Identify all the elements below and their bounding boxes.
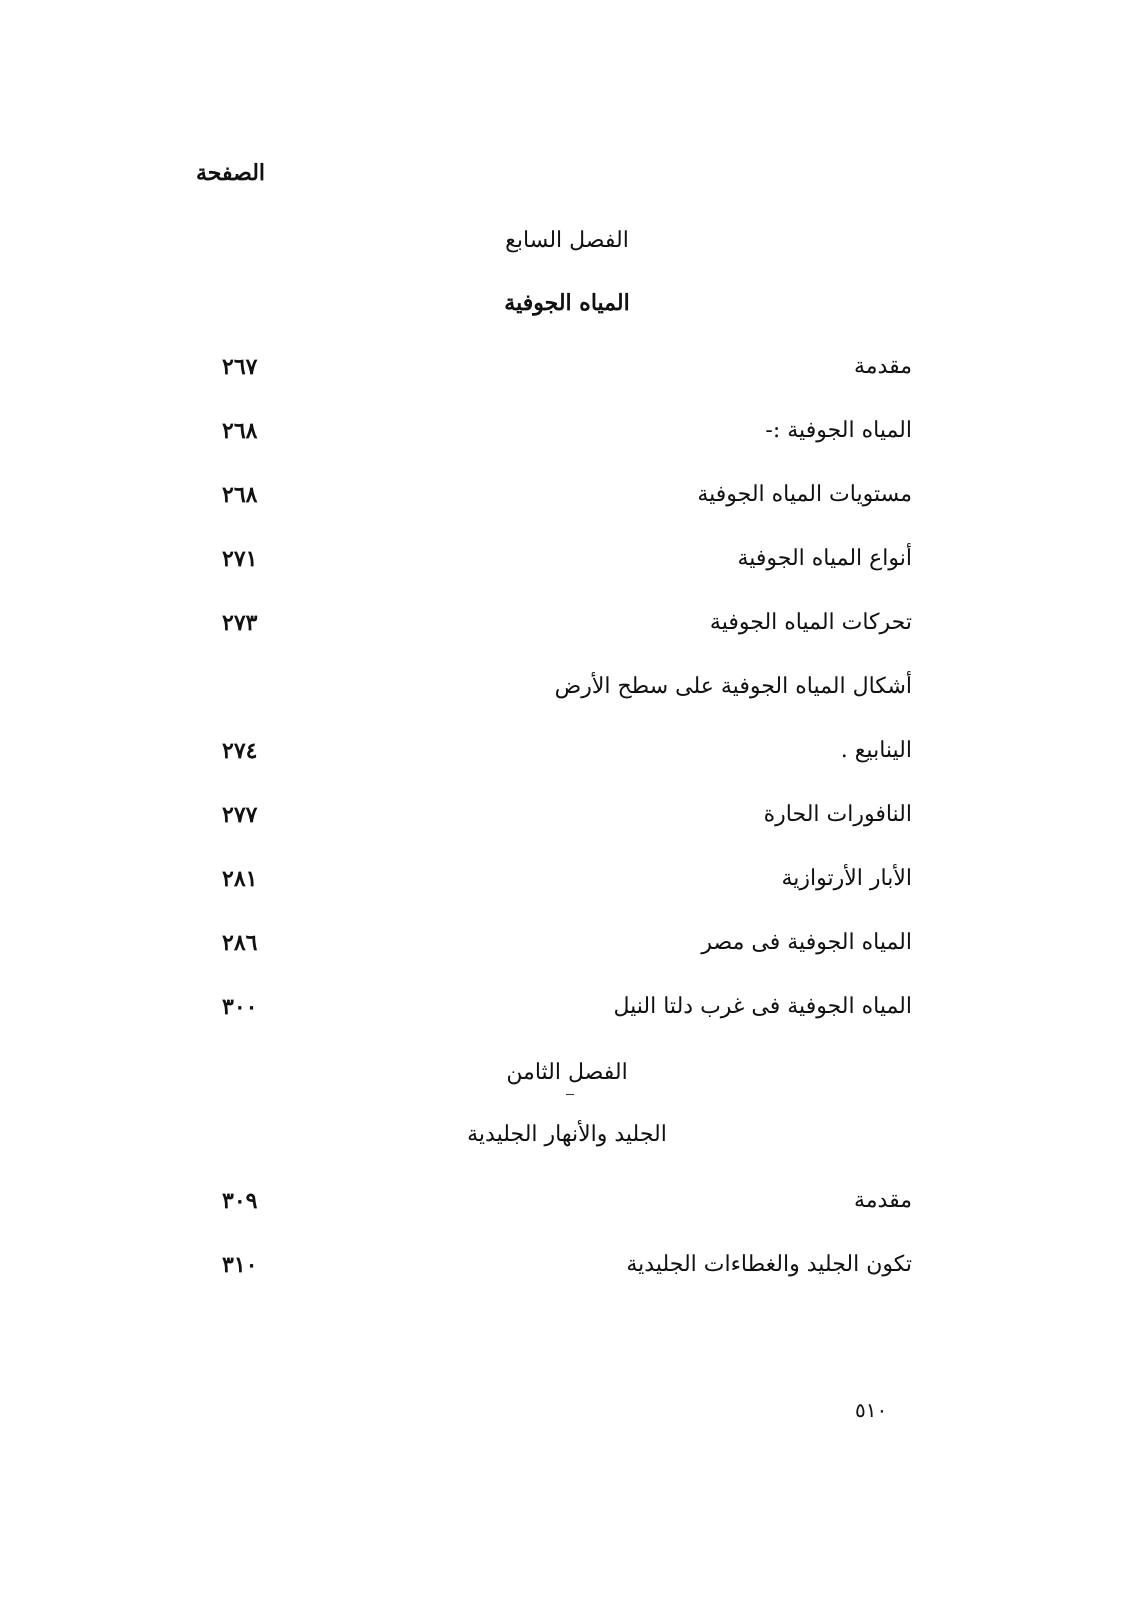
toc-entry-title: الينابيع . <box>840 738 912 763</box>
toc-entry-page: ٢٨١ <box>222 866 258 892</box>
toc-entry-title: المياه الجوفية :- <box>765 418 912 443</box>
toc-entry-page: ٢٧٣ <box>222 610 258 636</box>
toc-entry-page: ٢٦٧ <box>222 354 258 380</box>
chapter-7-subtitle: المياه الجوفية <box>504 290 630 316</box>
page-column-header: الصفحة <box>196 160 266 186</box>
toc-entry-page: ٢٨٦ <box>222 930 258 956</box>
toc-entry-page: ٣٠٠ <box>222 994 258 1020</box>
toc-entry-title: تكون الجليد والغطاءات الجليدية <box>626 1252 912 1277</box>
toc-entry-page: ٢٧٧ <box>222 802 258 828</box>
toc-entry-title: مستويات المياه الجوفية <box>697 482 912 507</box>
toc-section-heading: أشكال المياه الجوفية على سطح الأرض <box>554 674 912 699</box>
toc-entry-title: تحركات المياه الجوفية <box>709 610 912 635</box>
toc-entry-title: أنواع المياه الجوفية <box>737 546 912 571</box>
chapter-8-subtitle: الجليد والأنهار الجليدية <box>467 1122 667 1147</box>
toc-entry-title: الأبار الأرتوازية <box>781 866 912 891</box>
toc-entry-page: ٢٦٨ <box>222 482 258 508</box>
page-number: ٥١٠ <box>855 1398 888 1422</box>
toc-entry-page: ٢٦٨ <box>222 418 258 444</box>
toc-entry-page: ٢٧٤ <box>222 738 258 764</box>
toc-entry-title: المياه الجوفية فى غرب دلتا النيل <box>613 994 912 1019</box>
toc-entry-title: النافورات الحارة <box>763 802 912 827</box>
toc-entry-page: ٢٧١ <box>222 546 258 572</box>
toc-entry-title: مقدمة <box>853 354 912 379</box>
toc-entry-title: المياه الجوفية فى مصر <box>701 930 912 955</box>
ink-mark <box>566 1094 574 1095</box>
chapter-8-title: الفصل الثامن <box>506 1060 628 1085</box>
chapter-7-title: الفصل السابع <box>505 228 629 253</box>
toc-entry-page: ٣١٠ <box>222 1252 258 1278</box>
toc-entry-title: مقدمة <box>853 1188 912 1213</box>
toc-entry-page: ٣٠٩ <box>222 1188 258 1214</box>
